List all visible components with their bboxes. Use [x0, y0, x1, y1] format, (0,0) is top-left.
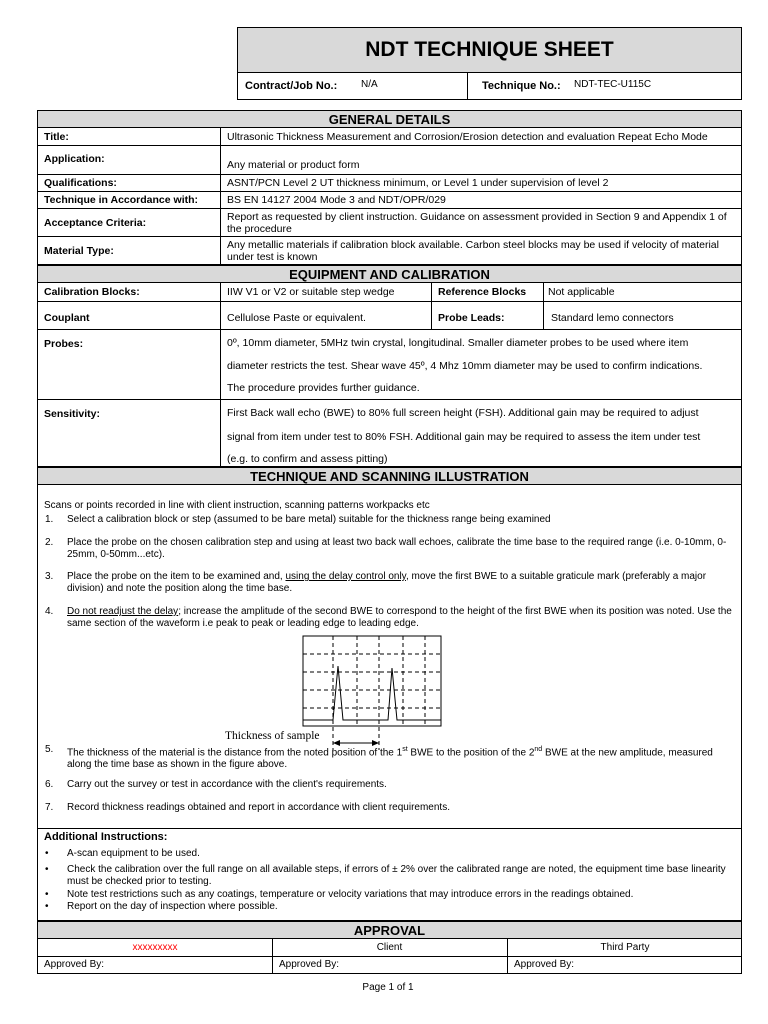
sensitivity-label: Sensitivity: — [44, 408, 101, 420]
sensitivity-line-2: signal from item under test to 80% FSH. Additional gain may be required to assess the item under test — [227, 431, 701, 443]
application-value: Any material or product form — [227, 159, 360, 171]
couplant-value: Cellulose Paste or equivalent. — [227, 312, 366, 324]
probe-leads-label: Probe Leads: — [438, 312, 505, 324]
approved-by-1: Approved By: — [44, 959, 105, 970]
bullet-icon: • — [45, 848, 49, 859]
additional-heading: Additional Instructions: — [44, 831, 168, 843]
material-row — [37, 237, 742, 265]
acceptance-label: Acceptance Criteria: — [44, 217, 147, 229]
bullet-icon: • — [45, 889, 49, 900]
probes-label: Probes: — [44, 338, 84, 350]
technique-value: NDT-TEC-U115C — [574, 79, 652, 90]
calibration-value: IIW V1 or V2 or suitable step wedge — [227, 286, 395, 298]
contract-label: Contract/Job No.: — [245, 79, 338, 92]
approval-heading: APPROVAL — [37, 921, 742, 939]
approval-col-client: Client — [376, 942, 403, 953]
technique-intro: Scans or points recorded in line with client instruction, scanning patterns workpacks etc — [44, 500, 430, 511]
sensitivity-line-3: (e.g. to confirm and assess pitting) — [227, 453, 388, 465]
header-info-row — [237, 72, 742, 100]
technique-label: Technique No.: — [482, 79, 561, 92]
technique-heading: TECHNIQUE AND SCANNING ILLUSTRATION — [37, 467, 742, 485]
sensitivity-row — [37, 400, 742, 467]
general-details-heading: GENERAL DETAILS — [37, 110, 742, 128]
approval-col-1: xxxxxxxxx — [132, 942, 178, 953]
accordance-label: Technique in Accordance with: — [44, 194, 199, 206]
contract-value: N/A — [361, 79, 378, 90]
reference-label: Reference Blocks — [438, 286, 527, 298]
probes-line-3: The procedure provides further guidance. — [227, 382, 420, 394]
couplant-row — [37, 302, 742, 330]
application-label: Application: — [44, 153, 105, 165]
probe-leads-value: Standard lemo connectors — [551, 312, 674, 324]
acceptance-value: Report as requested by client instruction. Guidance on assessment provided in Section 9 and Appendix 1 of the procedure — [227, 211, 727, 235]
approval-sign-row — [37, 957, 742, 974]
accordance-row — [37, 192, 742, 209]
material-label: Material Type: — [44, 245, 114, 257]
title-label: Title: — [44, 131, 69, 143]
calibration-label: Calibration Blocks: — [44, 286, 140, 298]
approval-col-third-party: Third Party — [600, 942, 650, 953]
sensitivity-line-1: First Back wall echo (BWE) to 80% full screen height (FSH). Additional gain may be required to adjust — [227, 407, 699, 419]
title-row — [37, 128, 742, 146]
material-value: Any metallic materials if calibration block available. Carbon steel blocks may be used if velocity of material under test is known — [227, 239, 719, 263]
application-row — [37, 146, 742, 175]
figure-label: Thickness of sample — [225, 730, 320, 742]
qualifications-value: ASNT/PCN Level 2 UT thickness minimum, or Level 1 under supervision of level 2 — [227, 177, 609, 189]
approved-by-3: Approved By: — [514, 959, 575, 970]
couplant-label: Couplant — [44, 312, 90, 324]
probes-row — [37, 330, 742, 400]
document-title: NDT TECHNIQUE SHEET — [237, 27, 742, 73]
accordance-value: BS EN 14127 2004 Mode 3 and NDT/OPR/029 — [227, 194, 446, 206]
bullet-icon: • — [45, 901, 49, 912]
probes-line-1: 0º, 10mm diameter, 5MHz twin crystal, longitudinal. Smaller diameter probes to be used where item — [227, 337, 689, 349]
calibration-row — [37, 283, 742, 302]
approval-header-row — [37, 939, 742, 957]
acceptance-row — [37, 209, 742, 237]
probes-line-2: diameter restricts the test. Shear wave 45º, 4 Mhz 10mm diameter may be used to confirm indications. — [227, 360, 703, 372]
qualifications-label: Qualifications: — [44, 177, 117, 189]
title-value: Ultrasonic Thickness Measurement and Corrosion/Erosion detection and evaluation Repeat Echo Mode — [227, 131, 708, 143]
page-number: Page 1 of 1 — [362, 982, 414, 993]
reference-value: Not applicable — [548, 286, 615, 298]
equipment-heading: EQUIPMENT AND CALIBRATION — [37, 265, 742, 283]
qualifications-row — [37, 175, 742, 192]
approved-by-2: Approved By: — [279, 959, 340, 970]
bullet-icon: • — [45, 864, 49, 875]
